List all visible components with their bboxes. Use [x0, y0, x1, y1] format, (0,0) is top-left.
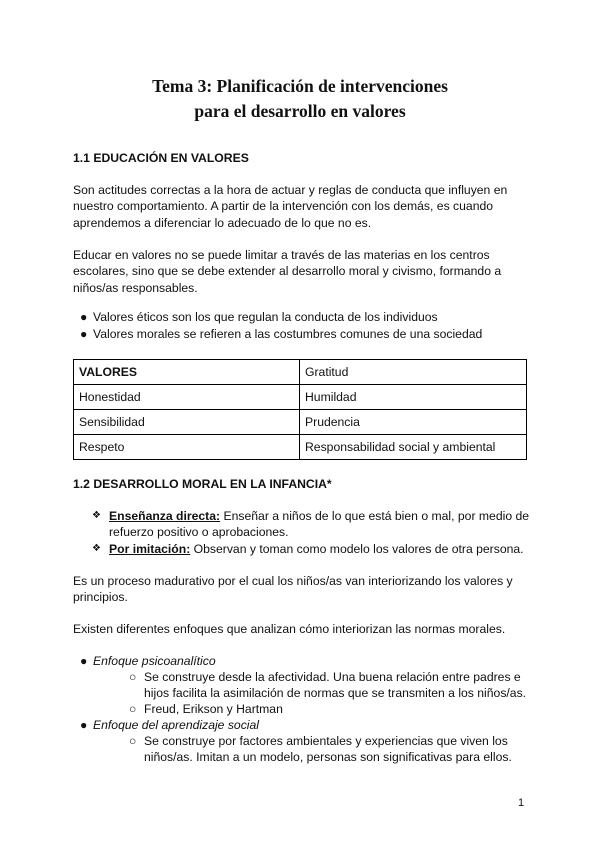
table-row — [74, 385, 527, 410]
circle-bullet-icon: ○ — [129, 702, 137, 716]
title-line-2: para el desarrollo en valores — [194, 101, 406, 121]
table-cell: Sensibilidad — [74, 410, 300, 435]
diamond-bullet-icon: ❖ — [92, 543, 101, 554]
section-heading-1: 1.1 EDUCACIÓN EN VALORES — [73, 151, 249, 165]
sub-item-line: Se construye por factores ambientales y experiencias que viven los — [144, 734, 508, 748]
table-cell: Gratitud — [300, 360, 527, 385]
list-item — [109, 541, 524, 557]
item-label: Por imitación: — [109, 542, 191, 556]
table-row — [74, 410, 527, 435]
paragraph-4: Existen diferentes enfoques que analizan cómo interiorizan las normas morales. — [73, 622, 506, 636]
paragraph-line: Educar en valores no se puede limitar a través de las materias en los centros — [73, 248, 490, 262]
bullet-dot-icon: ● — [80, 310, 88, 324]
paragraph-line: niños/as responsables. — [73, 280, 198, 295]
bullet-dot-icon: ● — [80, 654, 88, 668]
sub-item-line: Se construye desde la afectividad. Una buena relación entre padres e — [144, 670, 521, 684]
item-text: Enseñar a niños de lo que está bien o mal, por medio de — [220, 509, 530, 523]
enfoque-title: Enfoque del aprendizaje social — [93, 718, 260, 732]
sub-item — [129, 733, 527, 766]
table-row — [74, 360, 527, 385]
sub-item-line: hijos facilita la asimilación de normas que se transmiten a los niños/as. — [144, 686, 527, 701]
sub-item — [129, 669, 527, 702]
paragraph-line: nuestro comportamiento. A partir de la intervención con los demás, es cuando — [73, 199, 494, 214]
circle-bullet-icon: ○ — [129, 670, 137, 684]
item-label: Enseñanza directa: — [109, 509, 221, 523]
bullet-dot-icon: ● — [80, 327, 88, 341]
bullet-text: Valores morales se refieren a las costumbres comunes de una sociedad — [93, 327, 483, 341]
table-cell: Humildad — [300, 385, 527, 410]
paragraph-line: escolares, sino que se debe extender al desarrollo moral y civismo, formando a — [73, 264, 502, 279]
enfoque-title: Enfoque psicoanalítico — [93, 654, 216, 668]
list-item — [109, 508, 529, 541]
paragraph-line: principios. — [73, 590, 128, 605]
page-title — [0, 74, 600, 124]
paragraph-line: Es un proceso madurativo por el cual los niños/as van interiorizando los valores y — [73, 574, 513, 588]
item-text: refuerzo positivo o aprobaciones. — [109, 525, 289, 540]
circle-bullet-icon: ○ — [129, 734, 137, 748]
table-row — [74, 435, 527, 460]
bullet-item — [80, 326, 483, 342]
page-number: 1 — [518, 797, 525, 809]
paragraph-3 — [73, 573, 527, 606]
bullet-dot-icon: ● — [80, 718, 88, 732]
bullet-text: Valores éticos son los que regulan la conducta de los individuos — [93, 310, 438, 324]
paragraph-line: aprendemos a diferenciar lo adecuado de lo que no es. — [73, 215, 372, 230]
section-heading-2: 1.2 DESARROLLO MORAL EN LA INFANCIA* — [73, 477, 332, 491]
values-table — [73, 359, 527, 460]
paragraph-1 — [73, 182, 527, 231]
list-item-enfoque-psicoanalitico — [80, 653, 216, 669]
list-item-enfoque-aprendizaje-social — [80, 717, 260, 733]
table-cell: Honestidad — [74, 385, 300, 410]
diamond-bullet-icon: ❖ — [92, 510, 101, 521]
table-cell: Responsabilidad social y ambiental — [300, 435, 527, 460]
sub-item-text: Freud, Erikson y Hartman — [144, 702, 283, 716]
bullet-item — [80, 309, 438, 325]
paragraph-line: Son actitudes correctas a la hora de actuar y reglas de conducta que influyen en — [73, 183, 508, 197]
sub-item-line: niños/as. Imitan a un modelo, personas son significativas para ellos. — [144, 750, 512, 765]
table-cell: Prudencia — [300, 410, 527, 435]
title-line-1: Tema 3: Planificación de intervenciones — [152, 76, 448, 96]
paragraph-2 — [73, 247, 527, 296]
item-text: Observan y toman como modelo los valores de otra persona. — [190, 542, 524, 556]
sub-item — [129, 701, 283, 717]
table-cell: VALORES — [74, 360, 300, 385]
table-cell: Respeto — [74, 435, 300, 460]
